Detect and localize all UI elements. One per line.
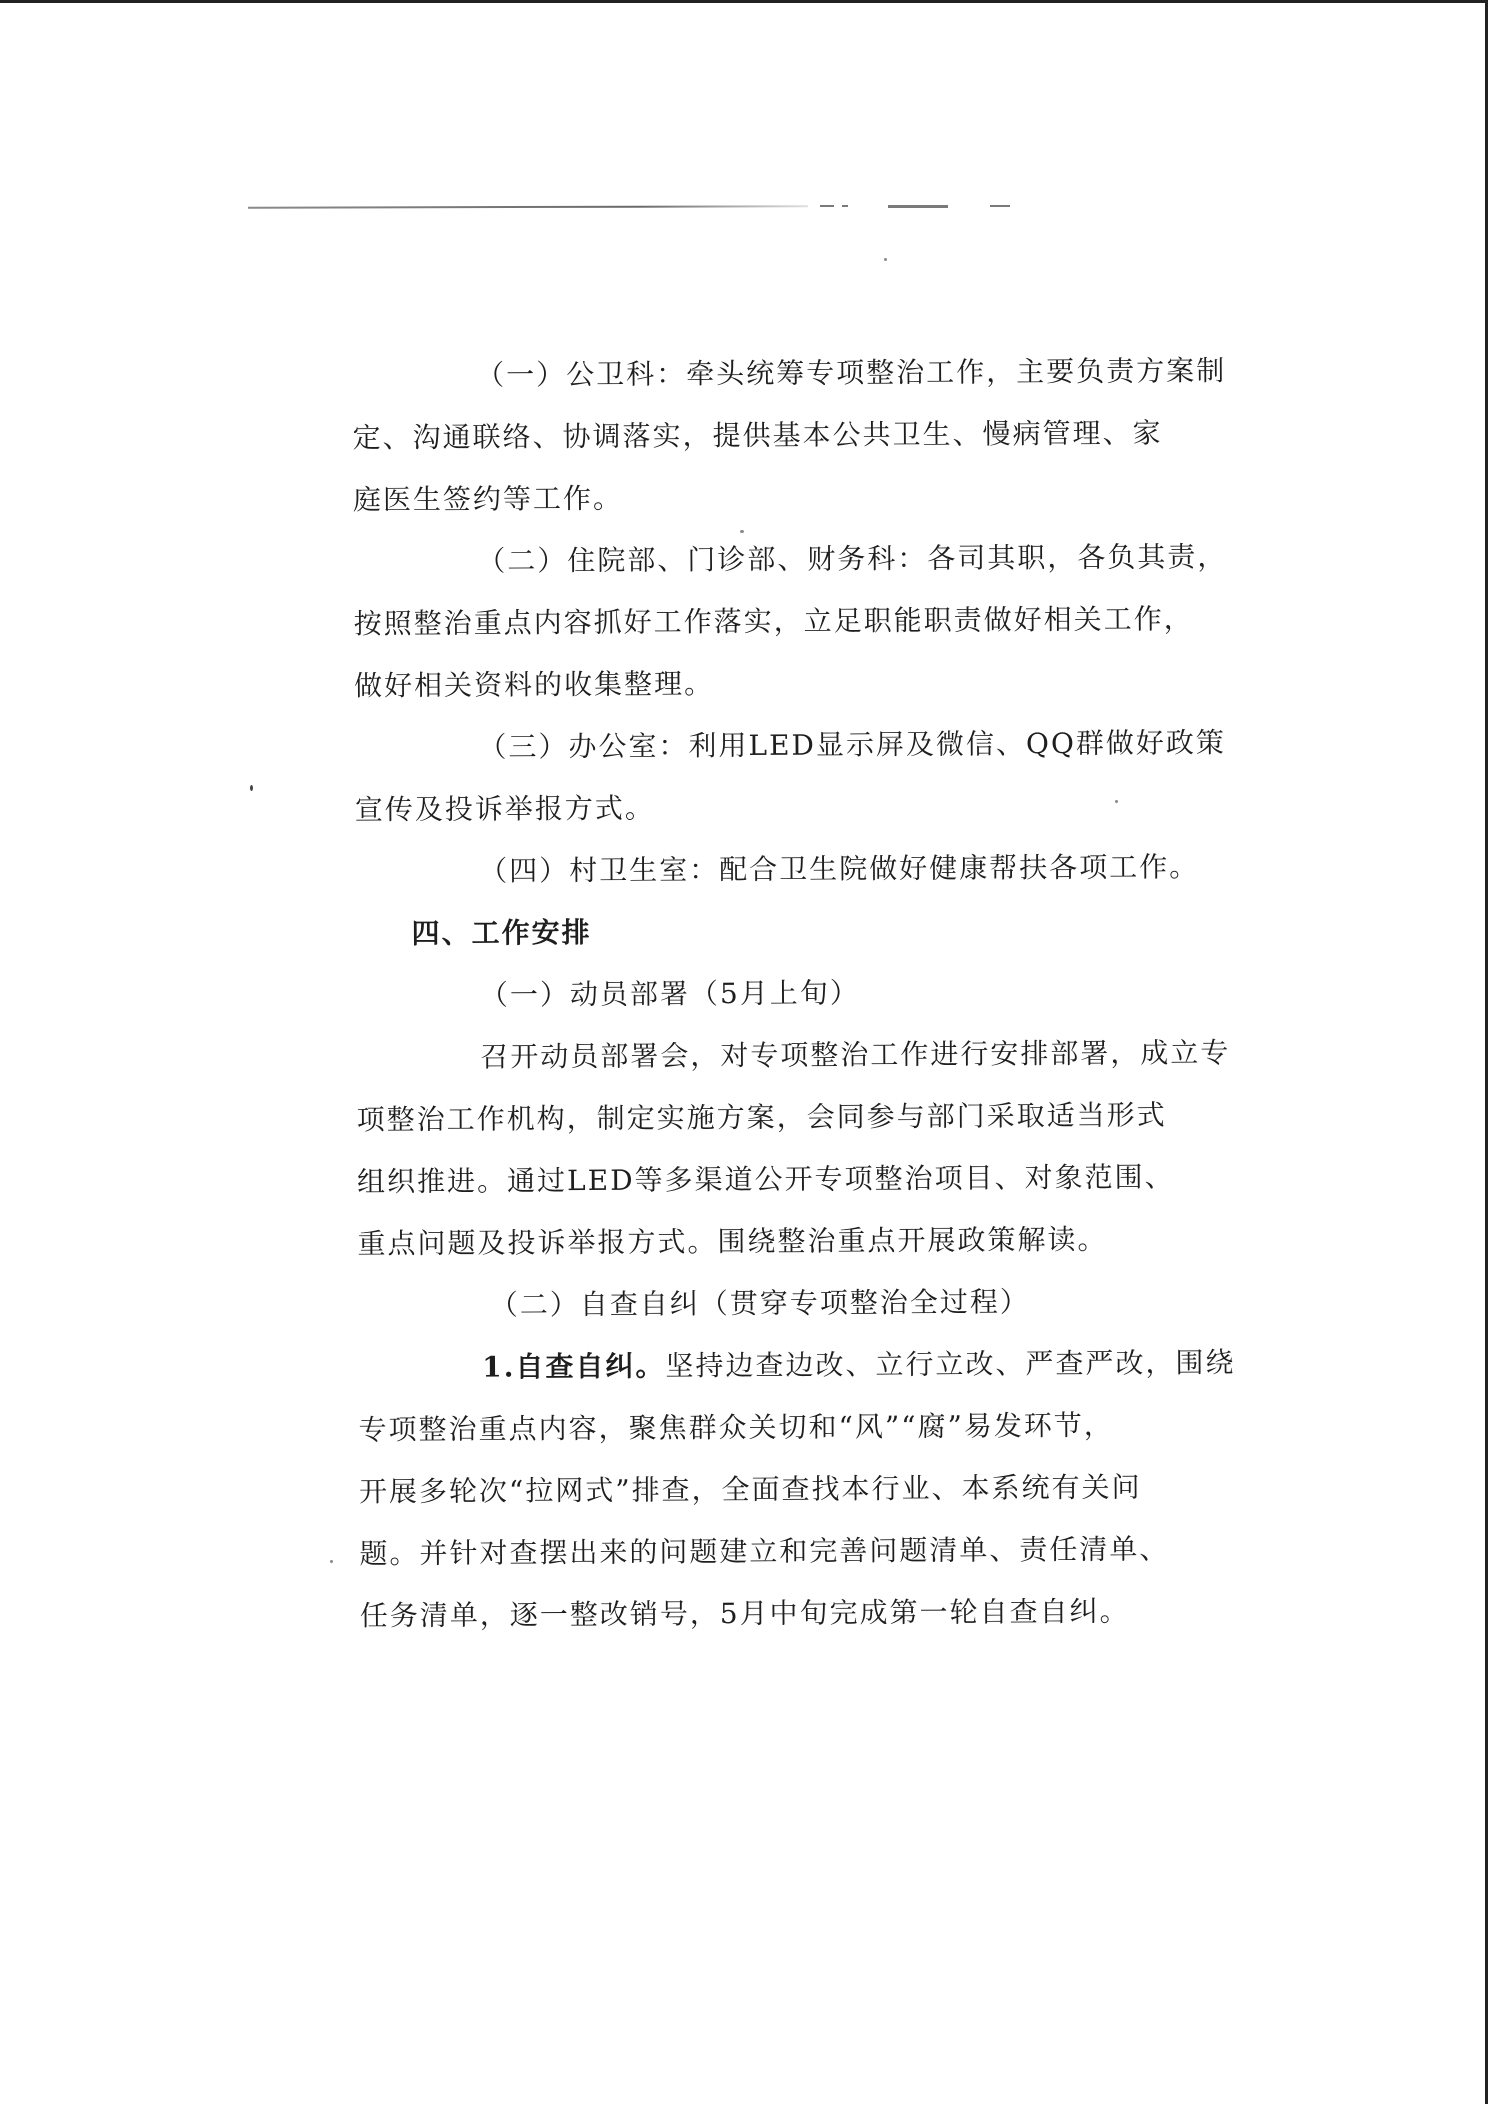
paragraph-line: 按照整治重点内容抓好工作落实，立足职能职责做好相关工作， [353, 602, 1194, 641]
paragraph-line: （四）村卫生室：配合卫生院做好健康帮扶各项工作。 [479, 850, 1200, 888]
header-rule-fragment [990, 205, 1010, 207]
paragraph-line: 任务清单，逐一整改销号，5月中旬完成第一轮自查自纠。 [359, 1594, 1130, 1633]
paragraph-line: 项整治工作机构，制定实施方案，会同参与部门采取适当形式 [356, 1098, 1167, 1137]
subsection-heading: （二）自查自纠（贯穿专项整治全过程） [489, 1285, 1030, 1322]
header-rule-fragment [842, 205, 848, 207]
header-rule-fragment [820, 205, 834, 207]
item-lead: 1.自查自纠。 [482, 1349, 666, 1384]
paragraph-line: 专项整治重点内容，聚焦群众关切和“风”“腐”易发环节， [358, 1408, 1114, 1447]
paragraph-line: 定、沟通联络、协调落实，提供基本公共卫生、慢病管理、家 [352, 416, 1163, 455]
header-rule-fragment [888, 205, 948, 208]
scan-border-top [0, 0, 1488, 3]
header-rule-line [248, 205, 808, 208]
paragraph-line: 召开动员部署会，对专项整治工作进行安排部署，成立专 [480, 1036, 1231, 1074]
paragraph-line [420, 1333, 1236, 1399]
paragraph-line: 宣传及投诉举报方式。 [354, 791, 655, 827]
scan-speck [250, 785, 253, 791]
paragraph-line: 庭医生签约等工作。 [352, 481, 624, 517]
paragraph-line: 题。并针对查摆出来的问题建立和完善问题清单、责任清单、 [359, 1532, 1170, 1571]
scan-speck [330, 1560, 333, 1563]
paragraph-line: 组织推进。通过LED等多渠道公开专项整治项目、对象范围、 [357, 1160, 1175, 1199]
scan-speck [884, 258, 887, 261]
paragraph-line: 重点问题及投诉举报方式。围绕整治重点开展政策解读。 [357, 1222, 1108, 1261]
paragraph-line: （二）住院部、门诊部、财务科：各司其职，各负其责， [477, 540, 1228, 578]
paragraph-line: 做好相关资料的收集整理。 [353, 667, 715, 703]
paragraph-line: 开展多轮次“拉网式”排查，全面查找本行业、本系统有关问 [358, 1470, 1142, 1509]
paragraph-line: （一）公卫科：牵头统筹专项整治工作，主要负责方案制 [476, 354, 1227, 392]
subsection-heading: （一）动员部署（5月上旬） [479, 976, 860, 1012]
item-text: 坚持边查边改、立行立改、严查严改，围绕 [665, 1346, 1236, 1383]
paragraph-line: （三）办公室：利用LED显示屏及微信、QQ群做好政策 [478, 726, 1226, 764]
section-heading: 四、工作安排 [411, 915, 592, 951]
body-text [352, 341, 1236, 1647]
